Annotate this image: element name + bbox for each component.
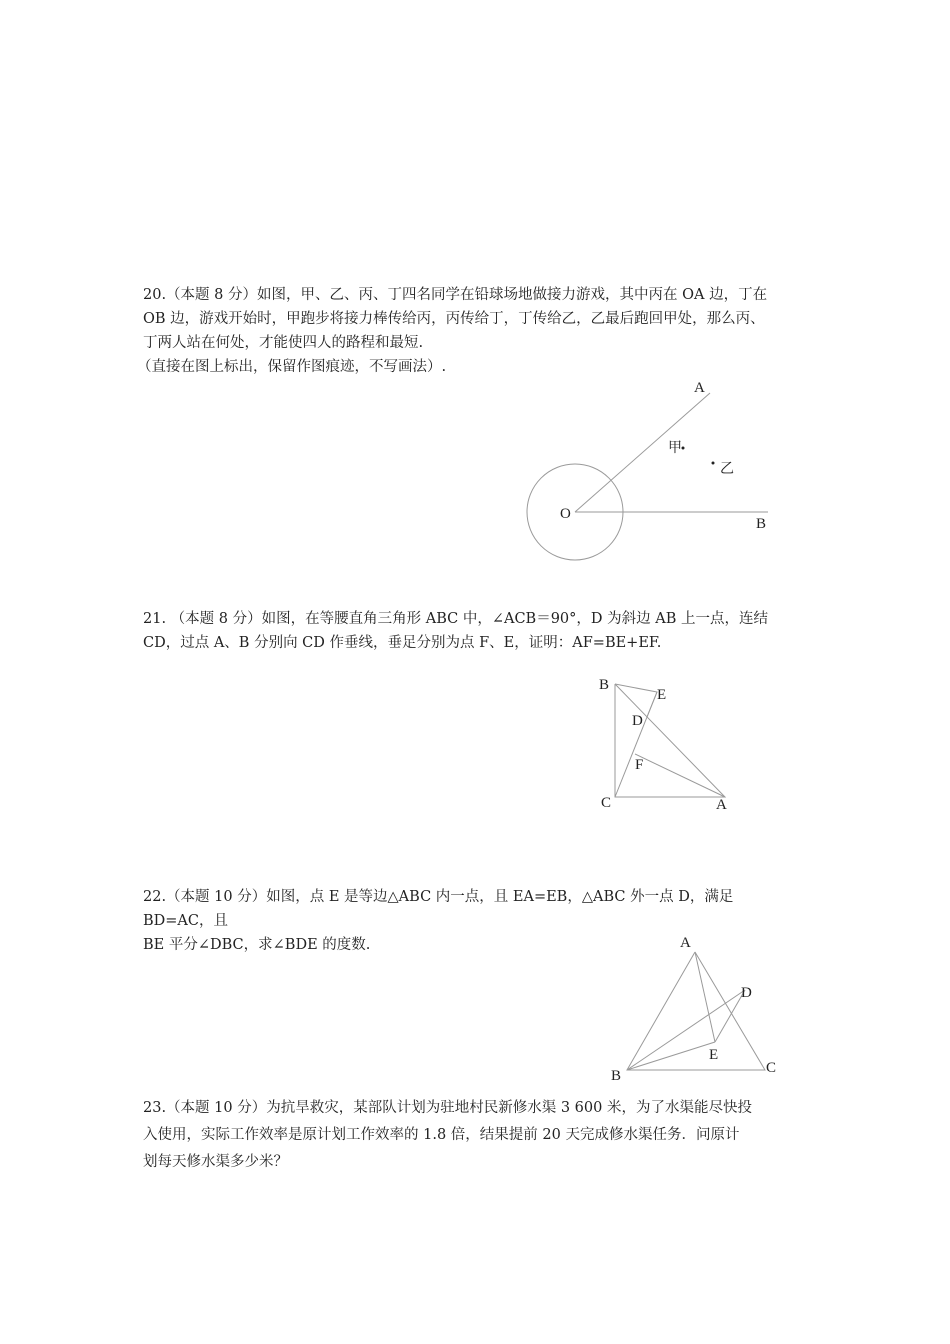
q23-line-1: 23.（本题 10 分）为抗旱救灾，某部队计划为驻地村民新修水渠 3 600 米，为了水渠能尽快投 — [143, 1100, 752, 1116]
q22-line-2: BE 平分∠DBC，求∠BDE 的度数. — [143, 937, 371, 953]
q23-line-2: 入使用，实际工作效率是原计划工作效率的 1.8 倍，结果提前 20 天完成修水渠任务．问原计 — [143, 1127, 740, 1143]
q20-line-1: 20.（本题 8 分）如图，甲、乙、丙、丁四名同学在铅球场地做接力游戏，其中丙在 OA 边，丁在 — [143, 287, 768, 303]
q20-figure — [520, 370, 790, 570]
q21-line-1: 21. （本题 8 分）如图，在等腰直角三角形 ABC 中，∠ACB＝90°，D 为斜边 AB 上一点，连结 — [143, 611, 768, 627]
segment-AF — [635, 754, 725, 797]
label-B: B — [599, 677, 610, 693]
q23-line-3: 划每天修水渠多少米？ — [143, 1154, 288, 1170]
label-A: A — [694, 380, 705, 396]
q20-line-4: （直接在图上标出，保留作图痕迹，不写画法）. — [137, 359, 447, 375]
q22-figure — [605, 930, 790, 1085]
ray-OA — [575, 393, 710, 512]
segment-BD — [627, 990, 745, 1070]
q20-line-3: 丁两人站在何处，才能使四人的路程和最短. — [143, 335, 424, 351]
label-A: A — [716, 797, 727, 813]
question-20 — [137, 283, 808, 379]
q21-line-2: CD，过点 A、B 分别向 CD 作垂线，垂足分别为点 F、E，证明：AF=BE+EF. — [143, 635, 662, 651]
segment-AE — [695, 952, 715, 1042]
label-D: D — [632, 713, 643, 729]
triangle-ABC — [627, 952, 765, 1070]
question-23 — [143, 1095, 808, 1176]
label-C: C — [601, 795, 612, 811]
q20-line-2: OB 边，游戏开始时，甲跑步将接力棒传给丙，丙传给丁，丁传给乙，乙最后跑回甲处，那么丙、 — [143, 311, 765, 327]
label-F: F — [635, 757, 644, 773]
label-B: B — [756, 516, 767, 532]
label-yi: 乙 — [720, 461, 734, 477]
label-B: B — [611, 1068, 622, 1084]
label-O: O — [560, 506, 571, 522]
label-D: D — [741, 985, 752, 1001]
label-E: E — [709, 1047, 719, 1063]
label-jia: 甲 — [668, 440, 682, 456]
q22-line-1: 22.（本题 10 分）如图，点 E 是等边△ABC 内一点，且 EA=EB，△ABC 外一点 D，满足 BD=AC，且 — [143, 889, 734, 929]
label-C: C — [766, 1060, 777, 1076]
label-E: E — [657, 687, 667, 703]
question-21 — [143, 607, 808, 655]
label-A: A — [680, 935, 691, 951]
q21-figure — [595, 672, 745, 817]
triangle-ABC — [615, 684, 725, 797]
point-yi — [712, 462, 715, 465]
